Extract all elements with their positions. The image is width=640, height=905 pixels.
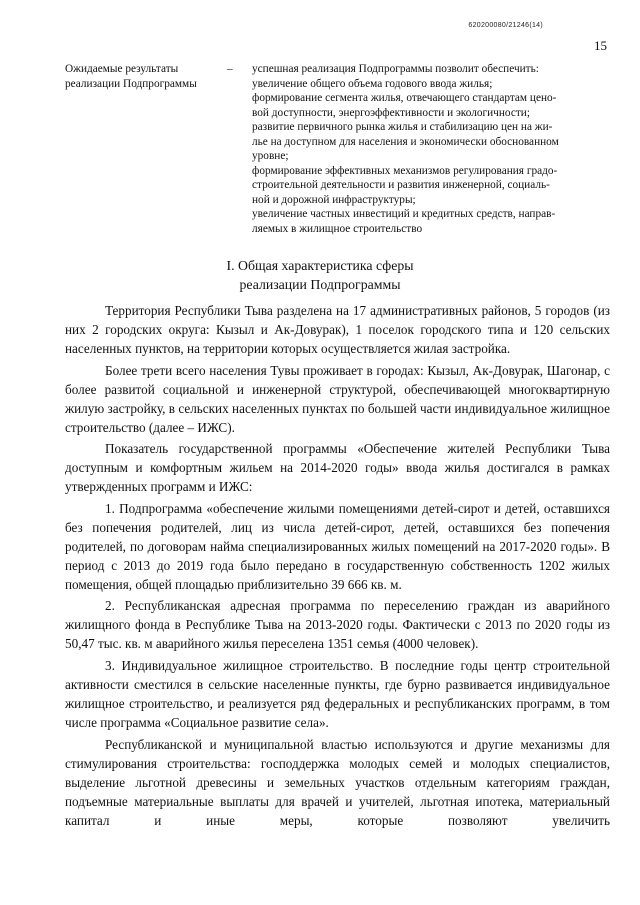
expected-results-line: формирование эффективных механизмов регулирования градо- <box>252 164 558 177</box>
paragraph: 2. Республиканская адресная программа по переселению граждан из аварийного жилищного фонда в Республике Тыва на 2013-2020 годы. Фактически с 2013 по 2020 годы из 50,47 тыс. кв. м аварийного жилья переселена 1351 семья (4000 человек). <box>65 598 610 652</box>
expected-results-line: уровне; <box>252 150 289 162</box>
expected-results-line: ной и дорожной инфраструктуры; <box>252 193 416 206</box>
paragraph: Показатель государственной программы «Обеспечение жителей Республики Тыва доступным и комфортным жильем на 2014-2020 годы» ввода жилья достигался в рамках утвержденных программ и ИЖС: <box>65 441 610 495</box>
section-heading-line: реализации Подпрограммы <box>239 277 401 292</box>
expected-results-line: ляемых в жилищное строительство <box>252 222 423 235</box>
paragraph: 3. Индивидуальное жилищное строительство. В последние годы центр строительной активности сместился в сельские населенные пункты, где бурно развивается индивидуальное жилищное строительство, и реализуется ряд федеральных и республиканских программ, в том числе программа «Социальное развитие села». <box>65 657 610 730</box>
expected-results-line: вой доступности, энергоэффективности и экологичности; <box>252 106 530 119</box>
expected-results-label <box>65 62 225 91</box>
paragraph: Территория Республики Тыва разделена на 17 административных районов, 5 городов (из них 2 городских округа: Кызыл и Ак-Довурак), 1 поселок городского типа и 120 сельских населенных пунктов, на территории которых осуществляется жилая застройка. <box>65 303 610 356</box>
expected-results-line: строительной деятельности и развития инженерной, социаль- <box>252 179 550 191</box>
page-number: 15 <box>594 38 607 53</box>
expected-results-label-line: Ожидаемые результаты <box>65 63 179 75</box>
expected-results-label-line: реализации Подпрограммы <box>65 77 197 90</box>
section-heading-line: I. Общая характеристика сферы <box>226 258 414 273</box>
paragraph: Более трети всего населения Тувы проживает в городах: Кызыл, Ак-Довурак, Шагонар, с более развитой социальной и инженерной структурой, обеспечивающей многоквартирную жилую застройку, в сельских населенных пунктах по большей части индивидуальное жилищное строительство (далее – ИЖС). <box>65 362 610 435</box>
expected-results-line: успешная реализация Подпрограммы позволит обеспечить: <box>252 63 539 75</box>
document-id: 620200080/21246(14) <box>468 22 543 29</box>
paragraph: 1. Подпрограмма «обеспечение жилыми помещениями детей-сирот и детей, оставшихся без попечения родителей, лиц из числа детей-сирот, детей, оставшихся без попечения родителей, по договорам найма специализированных жилых помещений на 2017-2020 годы». В период с 2013 до 2019 года было передано в государственную собственность 1202 жилых помещения, общей площадью приблизительно 39 666 кв. м. <box>65 500 610 592</box>
expected-results-list <box>252 62 605 236</box>
expected-results-dash: – <box>227 63 233 75</box>
expected-results-line: формирование сегмента жилья, отвечающего стандартам цено- <box>252 92 557 104</box>
expected-results-line: развитие первичного рынка жилья и стабилизацию цен на жи- <box>252 121 553 133</box>
body-text <box>65 301 610 832</box>
paragraph: Республиканской и муниципальной властью используются и другие механизмы для стимулирования строительства: господдержка молодых семей и молодых специалистов, выделение льготной древесины и земельных участков отдельным категориям граждан, подъемные материальные выплаты для врачей и учителей, льготная ипотека, материальный капитал и иные меры, которые позволяют увеличить <box>65 736 610 828</box>
expected-results-line: увеличение общего объема годового ввода жилья; <box>252 77 493 90</box>
expected-results-line: лье на доступном для населения и экономически обоснованном <box>252 135 559 148</box>
section-heading <box>0 256 640 294</box>
expected-results-line: увеличение частных инвестиций и кредитных средств, направ- <box>252 208 556 220</box>
